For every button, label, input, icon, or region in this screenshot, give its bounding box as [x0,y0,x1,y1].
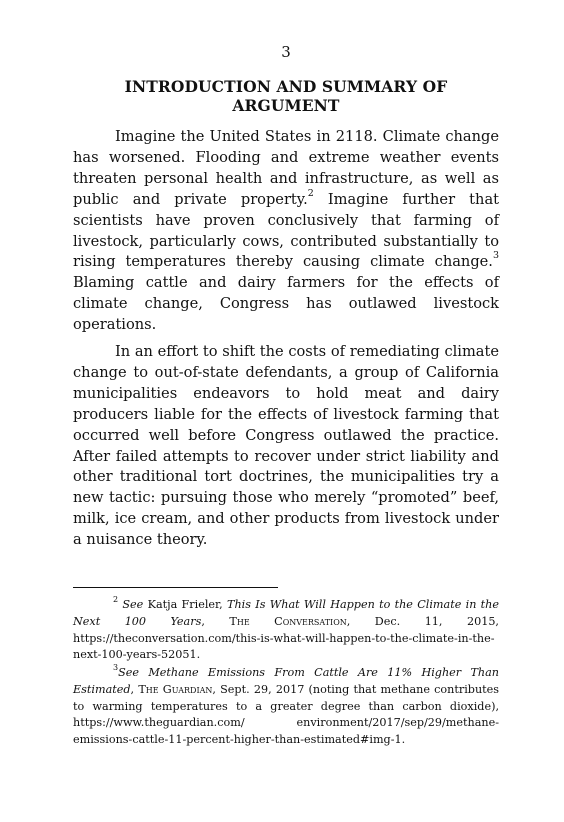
footnote-2-separator: , [201,614,230,628]
footnote-3-source: The Guardian [138,682,213,696]
footnote-reference-3[interactable]: 3 [492,250,499,262]
footnote-2-author: Katja Frieler, [143,598,228,611]
footnote-3-space [139,666,148,679]
footnote-3-mark: 3 [113,663,119,672]
paragraph-1-text-a: Imagine the United States in 2118. Climate change has worsened. Flooding and extreme weather events threaten personal health and infrastructure, as well as public and private property. [73,128,499,208]
footnote-divider [73,587,278,588]
paragraph-1-text-b: Imagine further that scientists have proven conclusively that farming of livestock, particularly cows, contributed substantially to rising temperatures thereby causing climate change. [73,190,500,271]
footnote-3 [73,665,499,749]
section-heading [73,77,499,115]
footnote-2-mark: 2 [113,595,119,604]
footnote-3-separator: , [130,682,139,696]
footnote-2-signal: See [122,598,144,611]
footnote-reference-2[interactable]: 2 [307,187,314,199]
body-paragraph-1 [73,127,499,336]
footnote-3-signal: See [118,666,139,679]
footnote-2-citation[interactable]: , Dec. 11, 2015, https://theconversation.com/this-is-what-will-happen-to-the-climate-in-the-next-100-years-52051. [73,614,499,662]
footnote-2-title: This Is What Will Happen to the Climate in the Next 100 Years [73,598,500,628]
footnote-3-citation[interactable]: , Sept. 29, 2017 (noting that methane contributes to warming temperatures to a greater degree than carbon dioxide), https://www.theguardian.com/ environment/2017/sep/29/methane-emissions-cattle-11-percent-higher-than-estimated#img-1. [73,682,500,747]
footnote-2-source: The Conversation [229,614,347,628]
page-number: 3 [281,43,291,61]
paragraph-1-text-c: Blaming cattle and dairy farmers for the effects of climate change, Congress has outlawed livestock operations. [73,274,499,334]
footnote-3-title: Methane Emissions From Cattle Are 11% Higher Than Estimated [73,666,499,696]
section-heading-line-2: ARGUMENT [232,96,340,115]
body-paragraph-2: In an effort to shift the costs of remediating climate change to out-of-state defendants, a group of California municipalities endeavors to hold meat and dairy producers liable for the effects of livestock farming that occurred well before Congress outlawed the practice. After failed attempts to recover under strict liability and other traditional tort doctrines, the municipalities try a new tactic: pursuing those who merely “promoted” beef, milk, ice cream, and other products from livestock under a nuisance theory. [73,343,499,549]
section-heading-line-1: INTRODUCTION AND SUMMARY OF [124,77,448,96]
footnote-2 [73,597,499,664]
